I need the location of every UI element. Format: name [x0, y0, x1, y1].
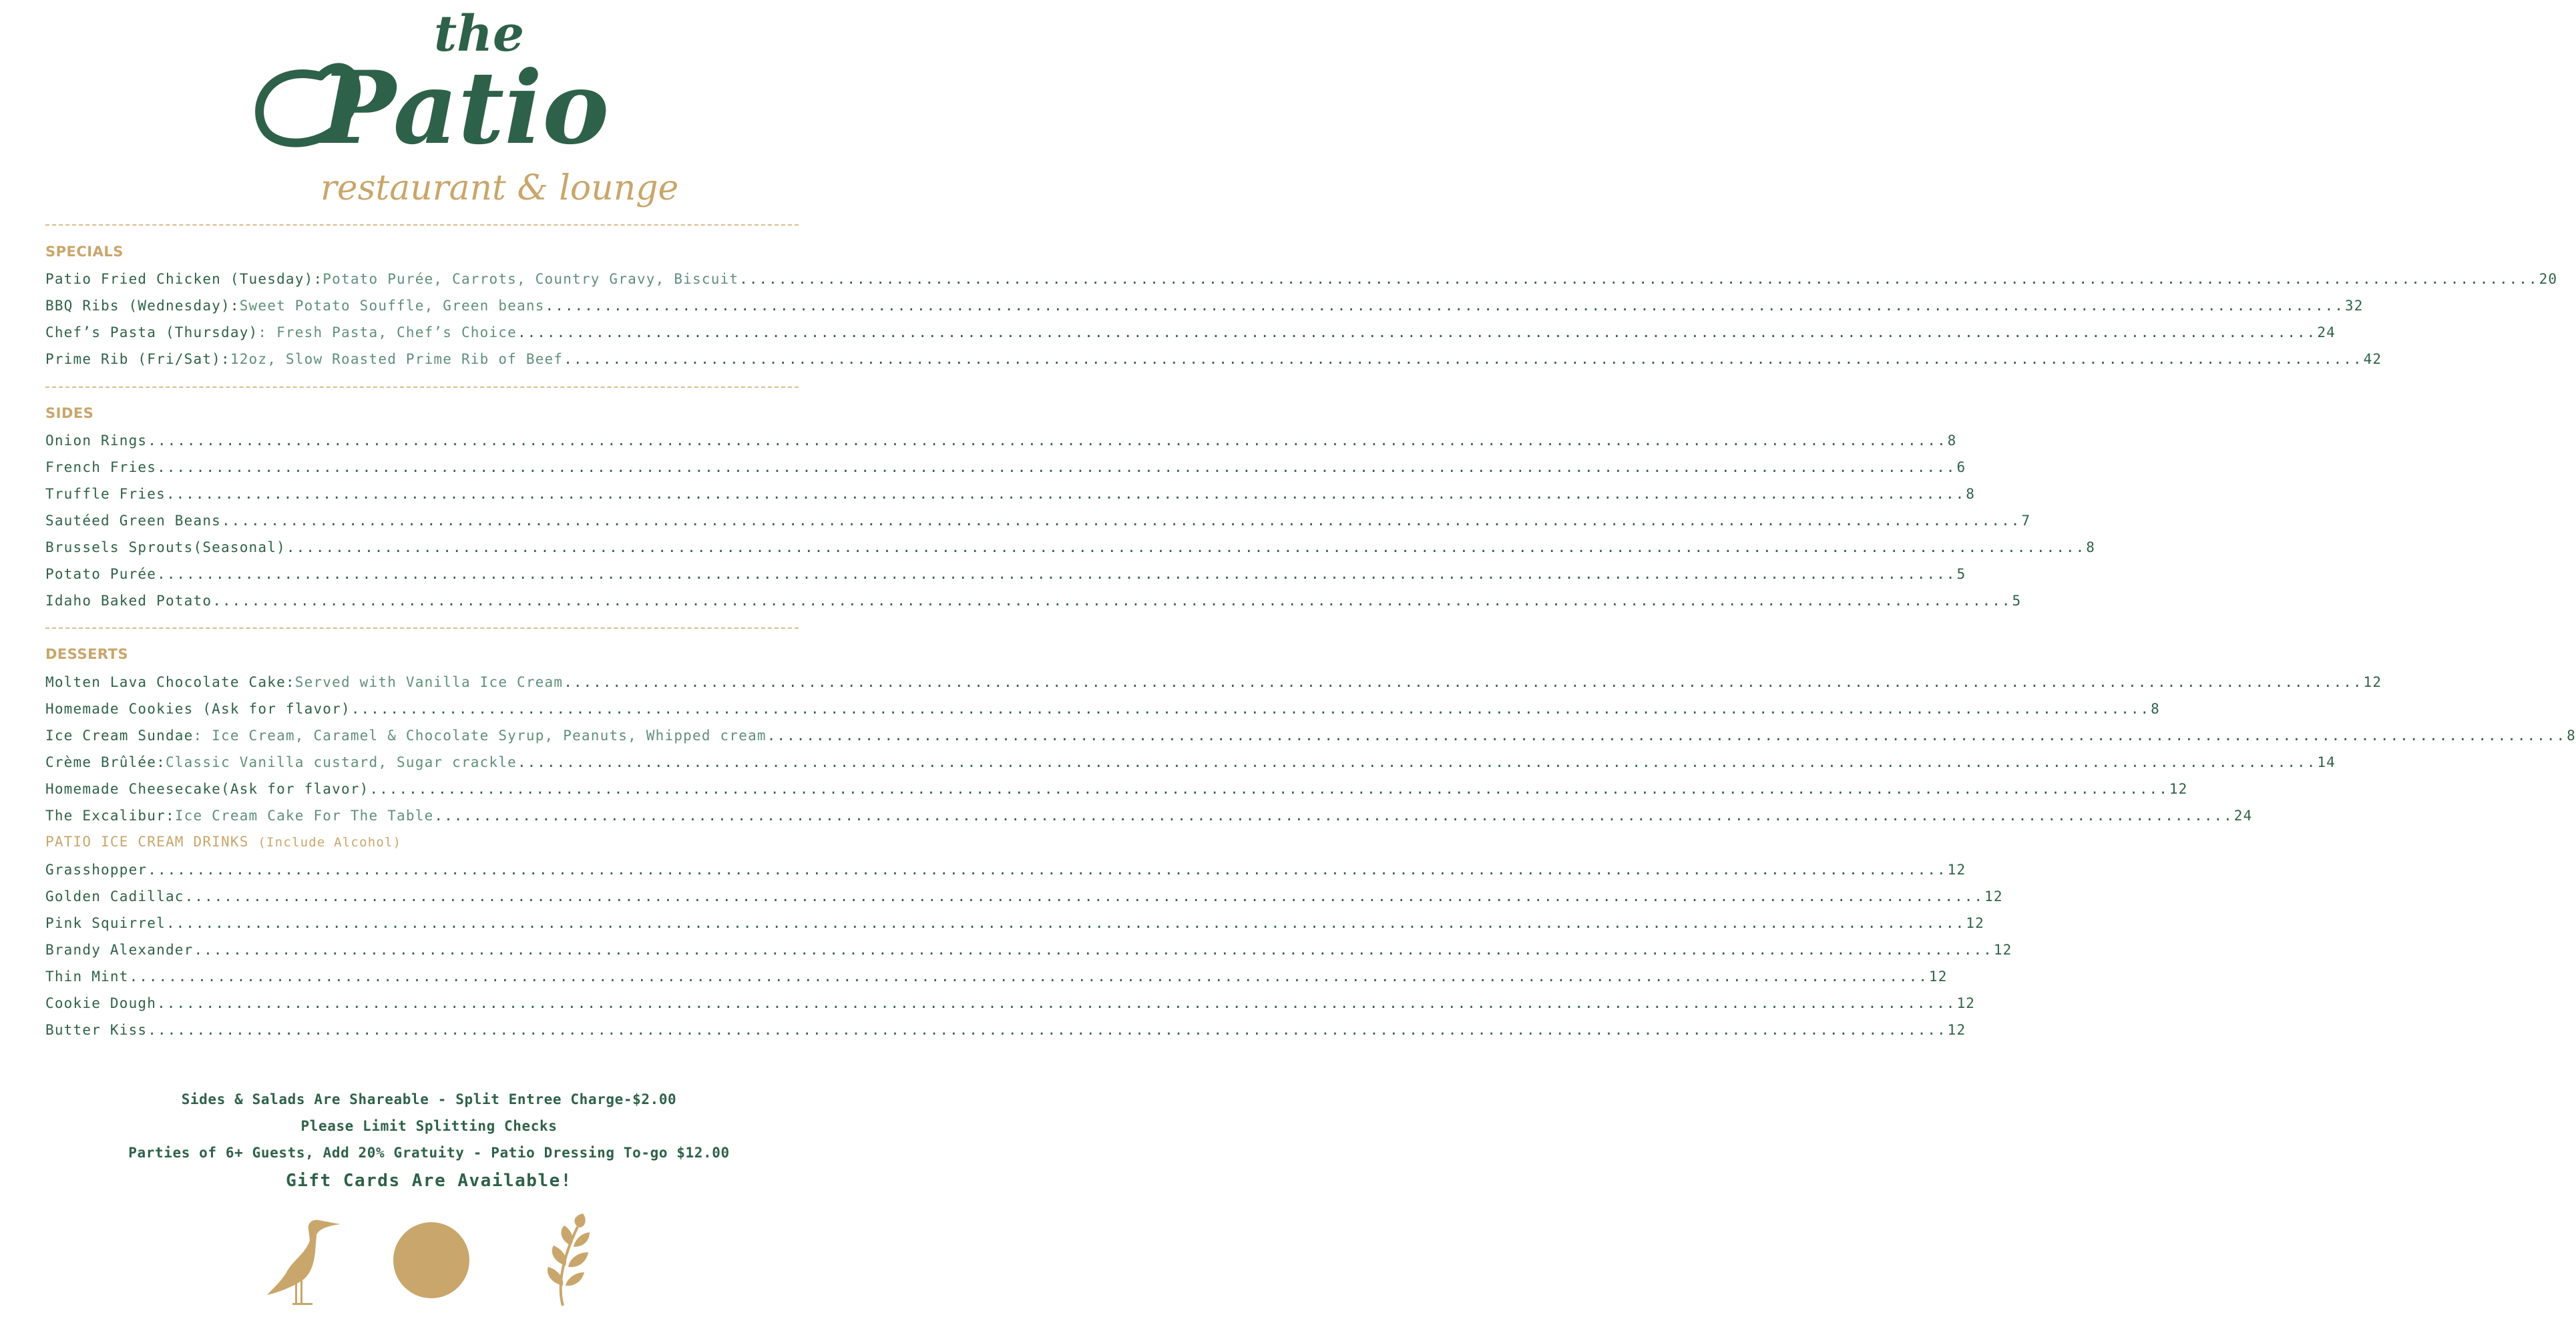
sides-list	[45, 427, 2096, 614]
dot-leader	[222, 507, 2020, 534]
menu-footer	[0, 1086, 858, 1195]
footer-line: Parties of 6+ Guests, Add 20% Gratuity - Patio Dressing To-go $12.00	[128, 1145, 730, 1161]
item-name: Cookie Dough	[45, 995, 157, 1011]
menu-item	[45, 507, 2031, 534]
item-name: Homemade Cheesecake(Ask for flavor)	[45, 781, 369, 797]
item-name: Sautéed Green Beans	[45, 513, 222, 529]
menu-item	[45, 910, 1984, 937]
dot-leader	[286, 534, 2085, 561]
item-name: Golden Cadillac	[45, 888, 184, 904]
section-divider	[45, 224, 799, 226]
menu-item	[45, 587, 2022, 614]
menu-item	[45, 990, 1976, 1017]
logo-the-text: the	[434, 5, 525, 63]
item-description: 12oz, Slow Roasted Prime Rib of Beef	[230, 351, 564, 367]
item-price: 12	[1947, 862, 1966, 878]
dot-leader	[517, 319, 2316, 346]
sides-heading: SIDES	[45, 405, 94, 421]
dot-leader	[370, 776, 2169, 802]
item-price: 14	[2317, 754, 2336, 770]
item-price: 7	[2021, 513, 2031, 529]
item-name: Brussels Sprouts(Seasonal)	[45, 539, 286, 555]
circle-icon	[393, 1222, 470, 1302]
item-description: Classic Vanilla custard, Sugar crackle	[165, 754, 517, 770]
menu-item	[45, 937, 2012, 963]
dot-leader	[546, 292, 2344, 319]
restaurant-logo	[240, 5, 679, 210]
item-name: French Fries	[45, 459, 157, 475]
item-price: 24	[2233, 808, 2253, 824]
item-price: 24	[2317, 324, 2336, 340]
menu-item	[45, 802, 2253, 829]
item-price: 12	[1993, 942, 2012, 958]
menu-item	[45, 534, 2096, 561]
dot-leader	[212, 587, 2011, 614]
item-name: Idaho Baked Potato	[45, 593, 212, 609]
item-price: 8	[2086, 539, 2096, 555]
menu-item	[45, 883, 2003, 910]
item-name: Potato Purée	[45, 566, 157, 582]
heron-icon	[266, 1214, 346, 1310]
item-price: 12	[1947, 1022, 1966, 1038]
item-price: 12	[1984, 888, 2003, 904]
menu-item	[45, 669, 2382, 696]
dot-leader	[148, 427, 1946, 454]
item-price: 12	[1928, 969, 1948, 985]
dot-leader	[434, 802, 2233, 829]
menu-item	[45, 481, 1976, 507]
menu-item	[45, 963, 1948, 990]
item-price: 5	[2012, 593, 2022, 609]
dot-leader	[194, 937, 1993, 963]
dot-leader	[517, 749, 2316, 776]
item-description: Potato Purée, Carrots, Country Gravy, Biscuit	[323, 271, 739, 287]
item-description: Ice Cream Cake For The Table	[174, 808, 434, 824]
drinks-heading	[45, 834, 401, 850]
item-name: Grasshopper	[45, 862, 148, 878]
dot-leader	[564, 346, 2362, 372]
drinks-list	[45, 856, 2012, 1043]
item-name: Brandy Alexander	[45, 942, 194, 958]
desserts-heading: DESSERTS	[45, 646, 129, 662]
dot-leader	[148, 1017, 1946, 1043]
footer-line: Please Limit Splitting Checks	[300, 1118, 558, 1134]
item-price: 32	[2344, 298, 2364, 314]
dot-leader	[185, 883, 1984, 910]
item-name: BBQ Ribs (Wednesday):	[45, 298, 240, 314]
dot-leader	[157, 454, 1956, 481]
menu-item	[45, 266, 2558, 292]
desserts-list	[45, 669, 2576, 829]
item-price: 20	[2539, 271, 2558, 287]
item-price: 12	[2363, 674, 2382, 690]
menu-item	[45, 561, 1966, 587]
menu-item	[45, 346, 2382, 372]
item-name: Onion Rings	[45, 433, 148, 449]
drinks-note: (Include Alcohol)	[258, 835, 402, 850]
item-description: Sweet Potato Souffle, Green beans	[239, 298, 545, 314]
dot-leader	[564, 669, 2362, 696]
specials-list	[45, 266, 2558, 372]
item-name: Thin Mint	[45, 969, 129, 985]
menu-item	[45, 696, 2160, 722]
dot-leader	[148, 856, 1946, 883]
item-name: Ice Cream Sundae	[45, 728, 194, 744]
item-name: Prime Rib (Fri/Sat):	[45, 351, 230, 367]
footer-line: Sides & Salads Are Shareable - Split Entree Charge-$2.00	[181, 1091, 677, 1107]
section-divider	[45, 386, 799, 388]
item-name: The Excalibur:	[45, 808, 175, 824]
drinks-title: PATIO ICE CREAM DRINKS	[45, 834, 249, 850]
menu-item	[45, 454, 1966, 481]
item-description: Served with Vanilla Ice Cream	[294, 674, 564, 690]
item-price: 8	[1966, 486, 1976, 502]
gift-cards-line: Gift Cards Are Available!	[286, 1171, 572, 1191]
dot-leader	[157, 561, 1956, 587]
menu-item	[45, 292, 2364, 319]
item-price: 8	[2567, 728, 2576, 744]
item-price: 12	[1966, 915, 1984, 931]
item-price: 12	[2169, 781, 2188, 797]
item-name: Molten Lava Chocolate Cake:	[45, 674, 295, 690]
item-name: Truffle Fries	[45, 486, 166, 502]
dot-leader	[767, 722, 2566, 749]
dot-leader	[157, 990, 1956, 1017]
menu-item	[45, 427, 1957, 454]
section-divider	[45, 627, 799, 629]
item-name: Pink Squirrel	[45, 915, 166, 931]
menu-item	[45, 856, 1966, 883]
item-price: 8	[2151, 701, 2160, 717]
menu-item	[45, 319, 2336, 346]
item-price: 5	[1956, 566, 1966, 582]
dot-leader	[166, 481, 1965, 507]
menu-item	[45, 776, 2188, 802]
leaf-sprig-icon	[531, 1214, 591, 1310]
item-name: Patio Fried Chicken (Tuesday):	[45, 271, 323, 287]
logo-patio-text: Patio	[320, 49, 610, 167]
item-price: 8	[1947, 433, 1957, 449]
logo-tagline: restaurant & lounge	[320, 168, 679, 208]
item-price: 12	[1956, 995, 1976, 1011]
item-price: 6	[1956, 459, 1966, 475]
dot-leader	[351, 696, 2150, 722]
menu-item	[45, 1017, 1966, 1043]
specials-heading: SPECIALS	[45, 244, 124, 260]
item-name: Chef’s Pasta (Thursday)	[45, 324, 258, 340]
item-name: Homemade Cookies (Ask for flavor)	[45, 701, 351, 717]
item-description: : Fresh Pasta, Chef’s Choice	[258, 324, 517, 340]
item-description: : Ice Cream, Caramel & Chocolate Syrup, Peanuts, Whipped cream	[193, 728, 767, 744]
dot-leader	[739, 266, 2538, 292]
dot-leader	[166, 910, 1965, 937]
item-name: Crème Brûlée:	[45, 754, 166, 770]
dot-leader	[130, 963, 1928, 990]
menu-item	[45, 722, 2576, 749]
item-price: 42	[2363, 351, 2382, 367]
item-name: Butter Kiss	[45, 1022, 148, 1038]
menu-item	[45, 749, 2336, 776]
